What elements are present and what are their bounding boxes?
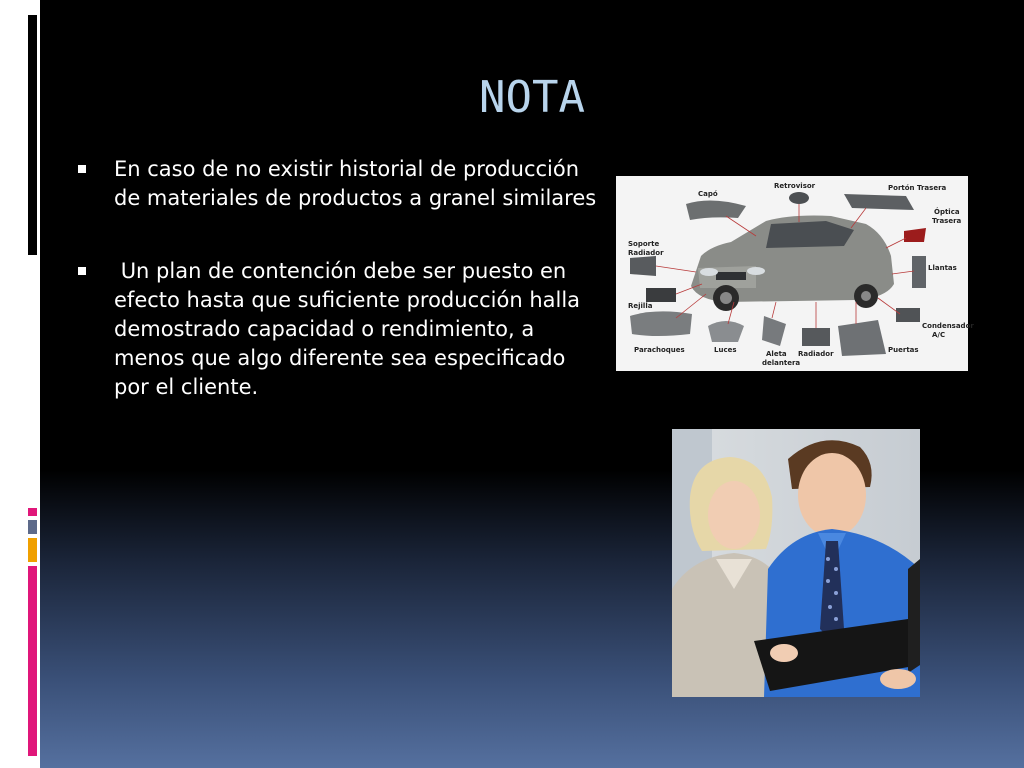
accent-bar-pink-long	[28, 566, 37, 756]
left-decorative-strip	[0, 0, 40, 768]
bullet-item	[78, 257, 598, 402]
bullet-item	[78, 155, 598, 213]
accent-bar-slate	[28, 520, 37, 534]
bullet-list	[78, 155, 598, 402]
accent-bar-black	[28, 15, 37, 255]
label-puertas: Puertas	[888, 346, 919, 354]
slide-title: NOTA	[479, 72, 585, 123]
label-porton: Portón Trasera	[888, 184, 947, 192]
label-retrovisor: Retrovisor	[774, 182, 816, 190]
label-cape: Capó	[698, 190, 718, 198]
label-parachoques: Parachoques	[634, 346, 685, 354]
square-bullet-icon	[78, 165, 86, 173]
business-people-illustration	[672, 429, 920, 697]
label-soporte-2: Radiador	[628, 249, 664, 257]
label-condensador-2: A/C	[932, 331, 946, 339]
label-llantas: Llantas	[928, 264, 957, 272]
label-luces: Luces	[714, 346, 737, 354]
label-optica-2: Trasera	[932, 217, 962, 225]
accent-bar-orange	[28, 538, 37, 562]
bullet-text: En caso de no existir historial de producción de materiales de productos a granel similares	[114, 157, 597, 210]
label-condensador-1: Condensador	[922, 322, 974, 330]
bullet-text: Un plan de contención debe ser puesto en efecto hasta que suficiente producción halla demostrado capacidad o rendimiento, a menos que algo diferente sea especificado por el cliente.	[114, 259, 587, 399]
label-soporte-1: Soporte	[628, 240, 660, 248]
square-bullet-icon	[78, 267, 86, 275]
business-people-photo	[672, 429, 920, 697]
label-rejilla: Rejilla	[628, 302, 653, 310]
car-parts-image	[616, 176, 974, 371]
label-aleta-2: delantera	[762, 359, 801, 367]
label-aleta-1: Aleta	[766, 350, 787, 358]
car-parts-illustration	[616, 176, 974, 371]
label-radiador: Radiador	[798, 350, 834, 358]
accent-bar-pink-small	[28, 508, 37, 516]
label-optica-1: Óptica	[934, 208, 960, 216]
